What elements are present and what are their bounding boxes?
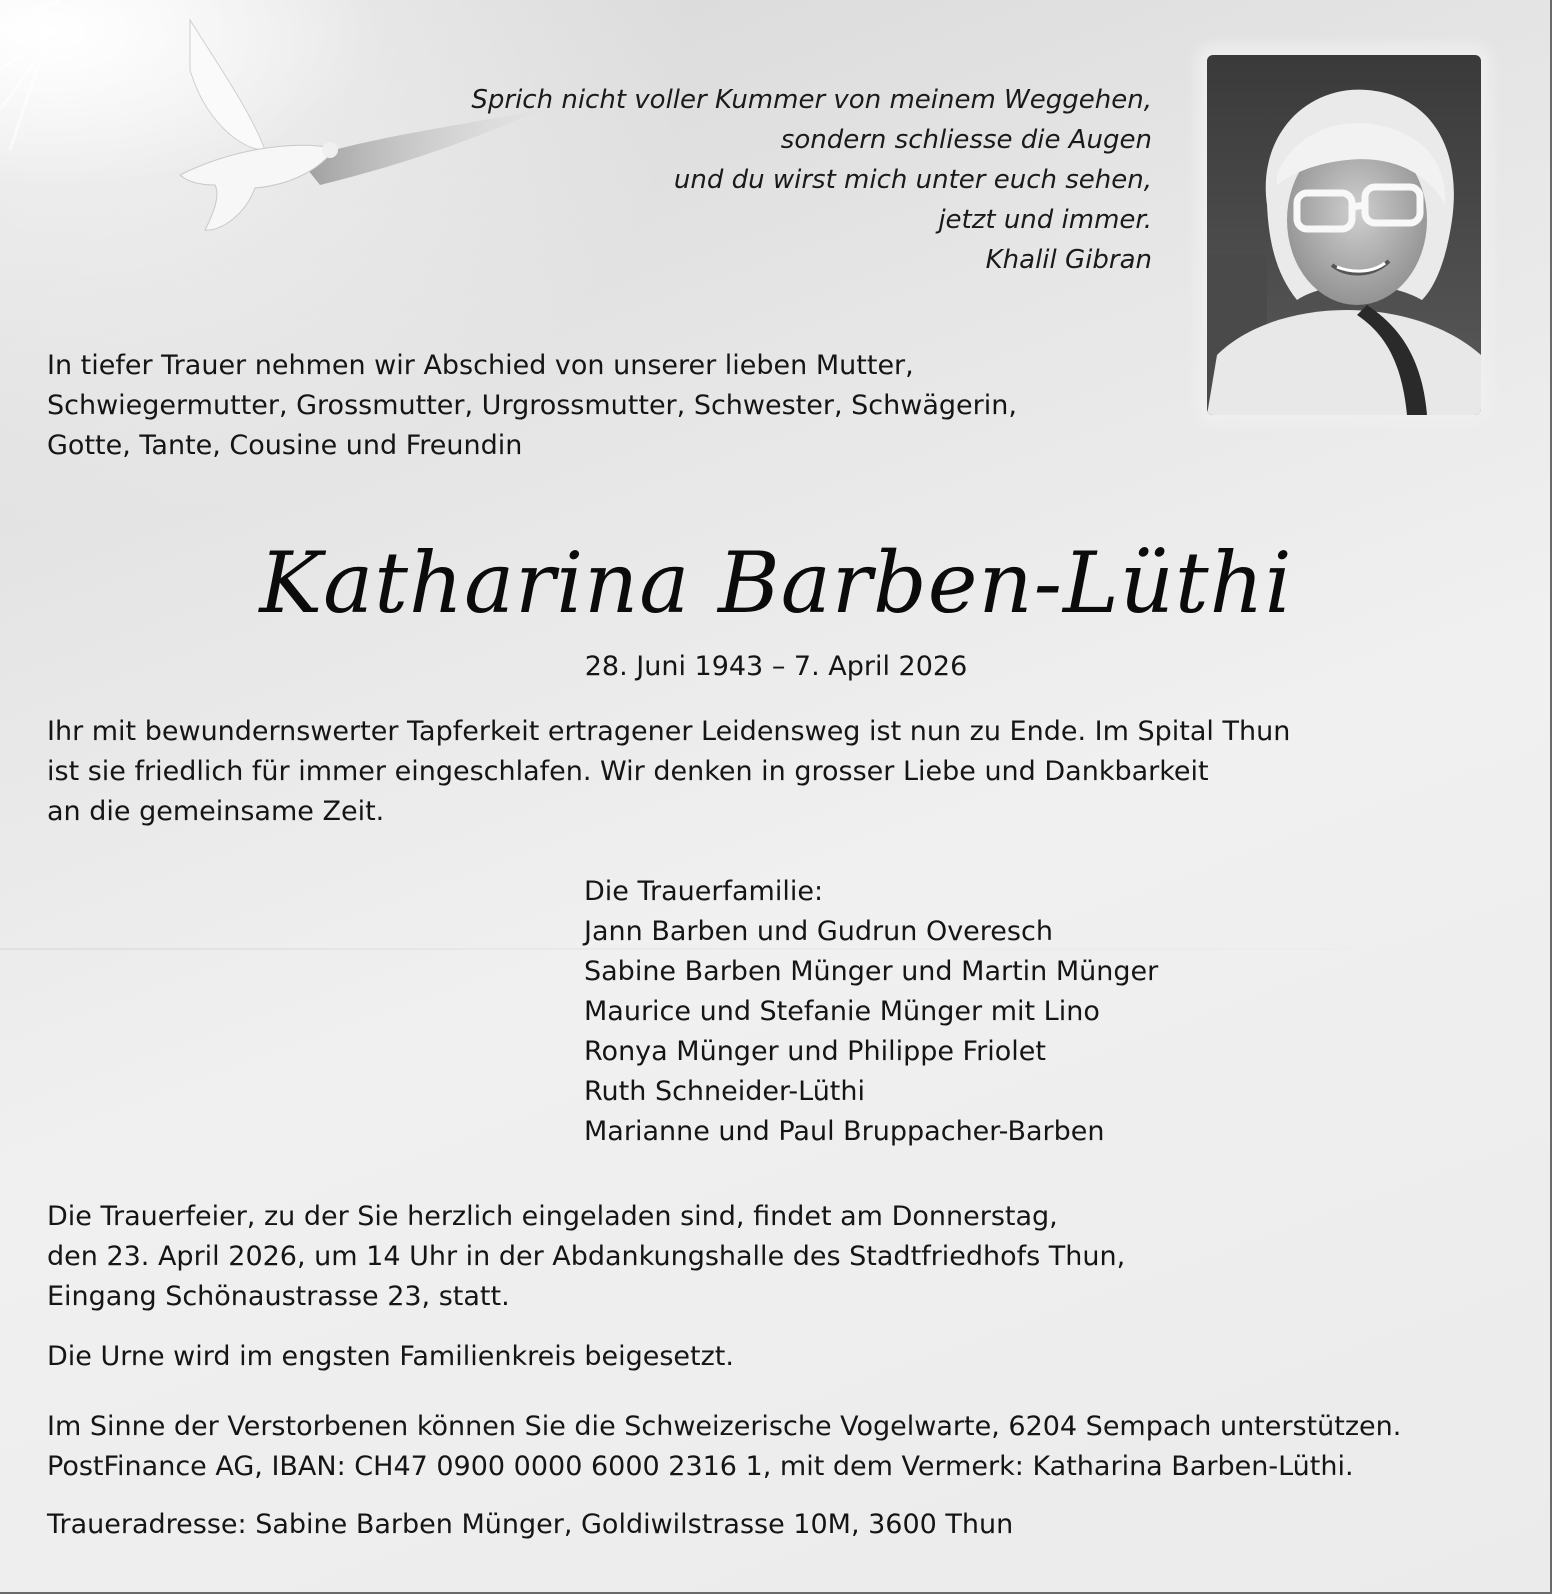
farewell-paragraph: [47, 712, 1290, 832]
urn-paragraph: [47, 1337, 734, 1377]
family-member: Jann Barben und Gudrun Overesch: [584, 916, 1053, 947]
quote-block: [471, 80, 1152, 280]
quote-line: und du wirst mich unter euch sehen,: [673, 165, 1152, 195]
intro-line: In tiefer Trauer nehmen wir Abschied von unserer lieben Mutter,: [47, 350, 914, 381]
address-line: Traueradresse: Sabine Barben Münger, Goldiwilstrasse 10M, 3600 Thun: [47, 1509, 1014, 1540]
mourning-address: [47, 1505, 1013, 1545]
ceremony-line: Die Trauerfeier, zu der Sie herzlich eingeladen sind, findet am Donnerstag,: [47, 1201, 1058, 1232]
urn-line: Die Urne wird im engsten Familienkreis beigesetzt.: [47, 1341, 734, 1372]
intro-line: Schwiegermutter, Grossmutter, Urgrossmutter, Schwester, Schwägerin,: [47, 390, 1017, 421]
family-member: Maurice und Stefanie Münger mit Lino: [584, 996, 1100, 1027]
ceremony-line: den 23. April 2026, um 14 Uhr in der Abdankungshalle des Stadtfriedhofs Thun,: [47, 1241, 1126, 1272]
portrait-photo: [1207, 55, 1481, 415]
quote-line: jetzt und immer.: [938, 205, 1152, 235]
donation-paragraph: [47, 1407, 1401, 1487]
farewell-line: Ihr mit bewundernswerter Tapferkeit ertragener Leidensweg ist nun zu Ende. Im Spital Thun: [47, 716, 1291, 747]
family-member: Ronya Münger und Philippe Friolet: [584, 1036, 1046, 1067]
family-member: Marianne und Paul Bruppacher-Barben: [584, 1116, 1105, 1147]
donation-line: Im Sinne der Verstorbenen können Sie die Schweizerische Vogelwarte, 6204 Sempach unterstützen.: [47, 1411, 1402, 1442]
intro-line: Gotte, Tante, Cousine und Freundin: [47, 430, 523, 461]
family-member: Ruth Schneider-Lüthi: [584, 1076, 866, 1107]
family-list: [584, 872, 1158, 1152]
quote-line: sondern schliesse die Augen: [780, 125, 1152, 155]
life-dates: 28. Juni 1943 – 7. April 2026: [584, 651, 968, 682]
farewell-line: an die gemeinsame Zeit.: [47, 796, 385, 827]
ceremony-paragraph: [47, 1197, 1125, 1317]
donation-line: PostFinance AG, IBAN: CH47 0900 0000 6000 2316 1, mit dem Vermerk: Katharina Barben-Lüthi.: [47, 1451, 1354, 1482]
deceased-name: Katharina Barben-Lüthi: [259, 534, 1293, 632]
ceremony-line: Eingang Schönaustrasse 23, statt.: [47, 1281, 510, 1312]
family-heading: Die Trauerfamilie:: [584, 876, 824, 907]
quote-author: Khalil Gibran: [985, 245, 1152, 275]
family-member: Sabine Barben Münger und Martin Münger: [584, 956, 1159, 987]
quote-line: Sprich nicht voller Kummer von meinem Weggehen,: [471, 85, 1152, 115]
intro-text: [47, 346, 1017, 466]
farewell-line: ist sie friedlich für immer eingeschlafen. Wir denken in grosser Liebe und Dankbarkeit: [47, 756, 1209, 787]
